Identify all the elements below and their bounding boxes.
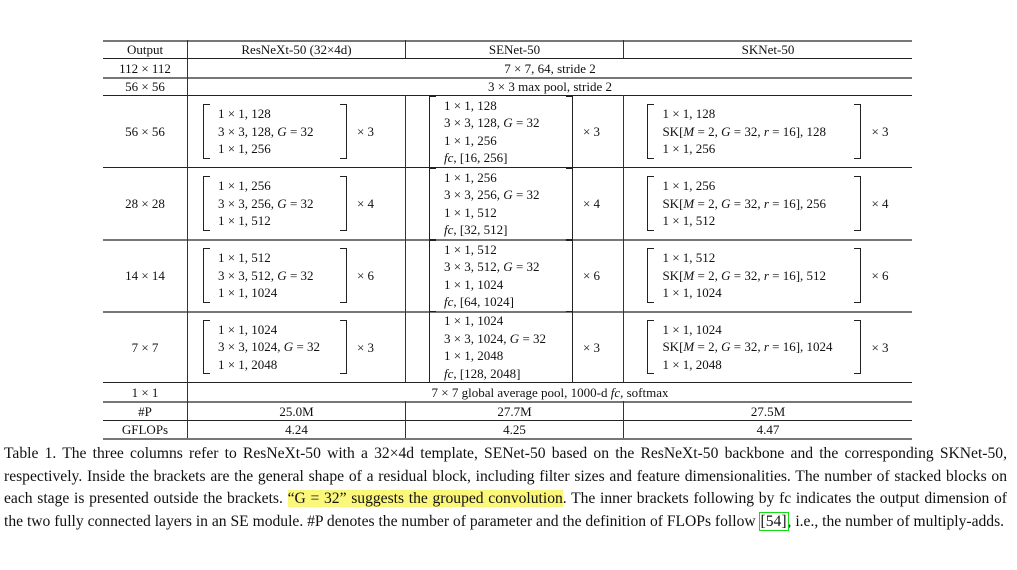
repeat-count: × 4	[582, 196, 601, 211]
repeat-count: × 3	[356, 339, 375, 355]
output-size: 56 × 56	[125, 124, 165, 139]
output-size: 7 × 7	[131, 339, 159, 355]
senet-block	[406, 96, 623, 167]
layer-spec: 1 × 1, 256	[217, 141, 271, 157]
output-size: 28 × 28	[125, 196, 165, 211]
flops-resnext: 4.24	[285, 422, 308, 437]
layer-spec: SK[M = 2, G = 32, r = 16], 1024	[662, 339, 833, 355]
layer-spec: 1 × 1, 2048	[443, 348, 504, 363]
right-bracket	[854, 104, 861, 159]
sknet-block	[624, 240, 912, 311]
right-bracket	[340, 104, 347, 159]
layer-spec: fc, [128, 2048]	[443, 365, 521, 381]
output-size: 1 × 1	[131, 384, 159, 400]
right-bracket	[854, 176, 861, 231]
block-layers	[436, 97, 566, 167]
right-bracket	[566, 168, 573, 240]
repeat-count: × 6	[871, 268, 889, 283]
block-layers	[210, 249, 340, 302]
sknet-block	[624, 96, 912, 167]
header-sknet: SKNet-50	[741, 42, 795, 57]
left-bracket	[203, 176, 210, 231]
table-caption	[4, 443, 1007, 533]
right-bracket	[566, 240, 573, 312]
layer-spec: 1 × 1, 512	[662, 213, 716, 229]
flops-senet: 4.25	[503, 422, 526, 437]
layer-spec: 1 × 1, 1024	[217, 321, 278, 337]
right-bracket	[566, 96, 573, 168]
left-bracket	[203, 248, 210, 303]
layer-spec: 1 × 1, 2048	[662, 356, 722, 372]
flops-label: GFLOPs	[121, 422, 169, 437]
right-bracket	[566, 311, 573, 383]
layer-spec: 1 × 1, 512	[217, 213, 271, 229]
params-sknet: 27.5M	[750, 403, 786, 419]
repeat-count: × 3	[871, 124, 889, 139]
layer-spec: 1 × 1, 128	[443, 97, 497, 113]
flops-sknet: 4.47	[756, 422, 780, 437]
block-layers	[436, 241, 566, 311]
block-layers	[210, 321, 340, 374]
layer-spec: 1 × 1, 512	[217, 250, 271, 266]
layer-spec: 1 × 1, 1024	[662, 321, 722, 337]
highlighted-text[interactable]: “G = 32” suggests the grouped convolution	[287, 490, 563, 508]
layer-spec: fc, [64, 1024]	[443, 294, 515, 309]
header-resnext: ResNeXt-50 (32×4d)	[241, 42, 352, 57]
layer-spec: 1 × 1, 1024	[443, 276, 504, 292]
layer-spec: 1 × 1, 256	[662, 178, 716, 194]
repeat-count: × 3	[356, 124, 375, 139]
repeat-count: × 6	[356, 268, 375, 283]
left-bracket	[647, 176, 654, 231]
right-bracket	[854, 248, 861, 303]
left-bracket	[429, 311, 436, 383]
right-bracket	[340, 176, 347, 231]
output-size: 112 × 112	[119, 60, 171, 76]
repeat-count: × 3	[871, 339, 889, 355]
layer-spec: 1 × 1, 256	[443, 132, 497, 148]
senet-block	[406, 168, 623, 239]
block-layers	[436, 312, 566, 382]
sknet-block	[624, 168, 912, 239]
sknet-block	[624, 312, 912, 382]
layer-spec: SK[M = 2, G = 32, r = 16], 256	[662, 195, 827, 211]
layer-spec: 1 × 1, 128	[217, 106, 271, 122]
block-layers	[210, 105, 340, 158]
table-bottom-rule	[103, 438, 912, 440]
left-bracket	[647, 104, 654, 159]
output-size: 14 × 14	[125, 268, 165, 283]
params-resnext: 25.0M	[279, 403, 314, 419]
layer-spec: 1 × 1, 512	[443, 241, 497, 257]
block-layers	[210, 177, 340, 230]
maxpool-spec: 3 × 3 max pool, stride 2	[488, 79, 612, 94]
block-layers	[654, 105, 854, 158]
layer-spec: 3 × 3, 128, G = 32	[217, 123, 314, 139]
layer-spec: fc, [16, 256]	[443, 150, 508, 165]
left-bracket	[647, 320, 654, 375]
layer-spec: 3 × 3, 1024, G = 32	[217, 339, 321, 355]
block-layers	[654, 177, 854, 230]
layer-spec: 3 × 3, 128, G = 32	[443, 115, 540, 130]
header-senet: SENet-50	[488, 42, 541, 57]
layer-spec: 1 × 1, 512	[443, 204, 497, 220]
layer-spec: 3 × 3, 512, G = 32	[443, 259, 540, 274]
layer-spec: 3 × 3, 256, G = 32	[217, 195, 314, 211]
layer-spec: SK[M = 2, G = 32, r = 16], 128	[662, 123, 827, 139]
block-layers	[436, 169, 566, 239]
layer-spec: SK[M = 2, G = 32, r = 16], 512	[662, 267, 827, 283]
output-size: 56 × 56	[125, 79, 165, 94]
right-bracket	[340, 248, 347, 303]
block-layers	[654, 321, 854, 374]
repeat-count: × 4	[871, 196, 889, 211]
senet-block	[406, 312, 623, 382]
left-bracket	[429, 240, 436, 312]
repeat-count: × 3	[582, 339, 601, 355]
resnext-block	[188, 96, 405, 167]
layer-spec: 1 × 1, 256	[217, 178, 271, 194]
repeat-count: × 6	[582, 268, 601, 283]
layer-spec: fc, [32, 512]	[443, 222, 508, 237]
layer-spec: 1 × 1, 2048	[217, 356, 278, 372]
caption-text: . The inner brackets following by fc indicates the output dimension of the two fully connected layers in an SE module. #P denotes the number of parameter and the definition of FLOPs follow	[4, 490, 1007, 530]
params-label: #P	[138, 403, 152, 419]
layer-spec: 1 × 1, 1024	[662, 285, 722, 301]
repeat-count: × 3	[582, 124, 601, 139]
left-bracket	[429, 168, 436, 240]
layer-spec: 1 × 1, 256	[443, 169, 497, 185]
right-bracket	[854, 320, 861, 375]
layer-spec: 1 × 1, 128	[662, 106, 716, 122]
layer-spec: 1 × 1, 1024	[443, 313, 504, 328]
params-senet: 27.7M	[497, 403, 532, 419]
layer-spec: 1 × 1, 256	[662, 141, 716, 157]
left-bracket	[647, 248, 654, 303]
layer-spec: 3 × 3, 1024, G = 32	[443, 330, 547, 346]
left-bracket	[203, 104, 210, 159]
layer-spec: 1 × 1, 1024	[217, 285, 278, 301]
left-bracket	[429, 96, 436, 168]
caption-text: Table 1. The three columns refer to ResNeXt-50 with a 32×4d template, SENet-50 based on the ResNeXt-50 backbone and the corresponding SKNet-50, respectively. Inside the brackets are the general shape of a residual block, including filter sizes and feature dimensionalities. The number of stacked blocks on each stage is presented outside the brackets.	[4, 445, 1007, 508]
conv1-spec: 7 × 7, 64, stride 2	[504, 60, 596, 76]
block-layers	[654, 249, 854, 302]
layer-spec: 3 × 3, 256, G = 32	[443, 187, 540, 202]
caption-text: , i.e., the number of multiply-adds.	[787, 512, 1005, 530]
classifier-spec: 7 × 7 global average pool, 1000-d fc, softmax	[431, 384, 669, 400]
layer-spec: 1 × 1, 512	[662, 250, 716, 266]
senet-block	[406, 240, 623, 311]
right-bracket	[340, 320, 347, 375]
resnext-block	[188, 168, 405, 239]
resnext-block	[188, 240, 405, 311]
header-output: Output	[126, 42, 164, 57]
resnext-block	[188, 312, 405, 382]
layer-spec: 3 × 3, 512, G = 32	[217, 267, 314, 283]
left-bracket	[203, 320, 210, 375]
repeat-count: × 4	[356, 196, 375, 211]
citation-link[interactable]: [54]	[760, 512, 787, 530]
